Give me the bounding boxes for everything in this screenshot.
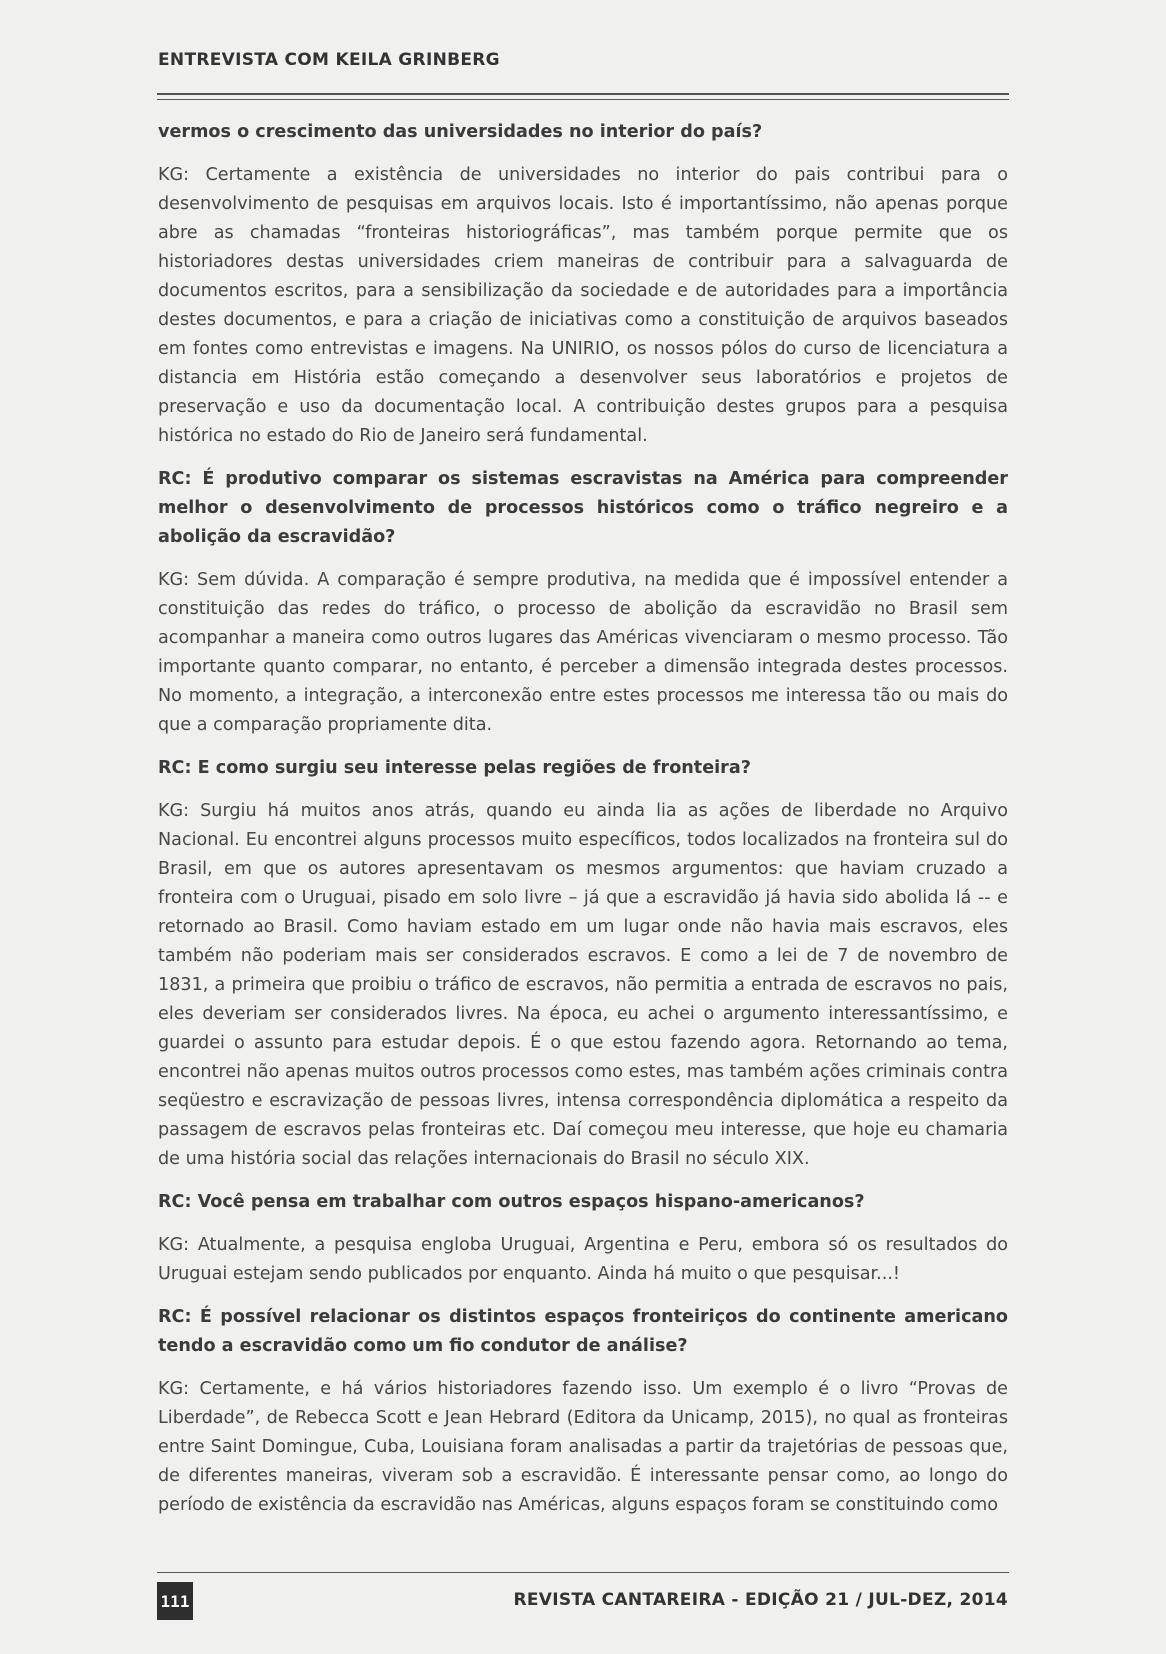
interview-question: RC: É produtivo comparar os sistemas escravistas na América para compreender melhor o desenvolvimento de processos históricos como o tráfico negreiro e a abolição da escravidão? bbox=[158, 469, 1008, 547]
interview-answer: KG: Certamente a existência de universidades no interior do pais contribui para o desenvolvimento de pesquisas em arquivos locais. Isto é importantíssimo, não apenas porque abre as chamadas “fronteiras historiográficas”, mas também porque permite que os historiadores destas universidades criem maneiras de contribuir para a salvaguarda de documentos escritos, para a sensibilização da sociedade e de autoridades para a importância destes documentos, e para a criação de iniciativas como a constituição de arquivos baseados em fontes como entrevistas e imagens. Na UNIRIO, os nossos pólos do curso de licenciatura a distancia em História estão começando a desenvolver seus laboratórios e projetos de preservação e uso da documentação local. A contribuição destes grupos para a pesquisa histórica no estado do Rio de Janeiro será fundamental. bbox=[158, 165, 1008, 446]
interview-question: vermos o crescimento das universidades no interior do país? bbox=[158, 122, 763, 142]
footer-rule bbox=[157, 1572, 1009, 1573]
journal-footer: REVISTA CANTAREIRA - EDIÇÃO 21 / JUL-DEZ, 2014 bbox=[513, 1590, 1008, 1610]
interview-answer: KG: Sem dúvida. A comparação é sempre produtiva, na medida que é impossível entender a constituição das redes do tráfico, o processo de abolição da escravidão no Brasil sem acompanhar a maneira como outros lugares das Américas vivenciaram o mesmo processo. Tão importante quanto comparar, no entanto, é perceber a dimensão integrada destes processos. No momento, a integração, a interconexão entre estes processos me interessa tão ou mais do que a comparação propriamente dita. bbox=[158, 570, 1008, 735]
running-header-title: ENTREVISTA COM KEILA GRINBERG bbox=[158, 50, 500, 70]
interview-question: RC: E como surgiu seu interesse pelas regiões de fronteira? bbox=[158, 758, 751, 778]
header-rule-thick bbox=[157, 93, 1009, 95]
interview-answer: KG: Atualmente, a pesquisa engloba Uruguai, Argentina e Peru, embora só os resultados do Uruguai estejam sendo publicados por enquanto. Ainda há muito o que pesquisar...! bbox=[158, 1235, 1008, 1284]
interview-answer: KG: Certamente, e há vários historiadores fazendo isso. Um exemplo é o livro “Provas de Liberdade”, de Rebecca Scott e Jean Hebrard (Editora da Unicamp, 2015), no qual as fronteiras entre Saint Domingue, Cuba, Louisiana foram analisadas a partir da trajetórias de pessoas que, de diferentes maneiras, viveram sob a escravidão. É interessante pensar como, ao longo do período de existência da escravidão nas Américas, alguns espaços foram se constituindo como bbox=[158, 1379, 1008, 1515]
interview-question: RC: É possível relacionar os distintos espaços fronteiriços do continente americano tendo a escravidão como um fio condutor de análise? bbox=[158, 1307, 1008, 1356]
header-rule-thin bbox=[157, 99, 1009, 100]
interview-body bbox=[158, 118, 1008, 1534]
interview-question: RC: Você pensa em trabalhar com outros espaços hispano-americanos? bbox=[158, 1192, 865, 1212]
page-number-badge: 111 bbox=[157, 1582, 193, 1620]
interview-answer: KG: Surgiu há muitos anos atrás, quando eu ainda lia as ações de liberdade no Arquivo Nacional. Eu encontrei alguns processos muito específicos, todos localizados na fronteira sul do Brasil, em que os autores apresentavam os mesmos argumentos: que haviam cruzado a fronteira com o Uruguai, pisado em solo livre – já que a escravidão já havia sido abolida lá -- e retornado ao Brasil. Como haviam estado em um lugar onde não havia mais escravos, eles também não poderiam mais ser considerados escravos. E como a lei de 7 de novembro de 1831, a primeira que proibiu o tráfico de escravos, não permitia a entrada de escravos no pais, eles deveriam ser considerados livres. Na época, eu achei o argumento interessantíssimo, e guardei o assunto para estudar depois. É o que estou fazendo agora. Retornando ao tema, encontrei não apenas muitos outros processos como estes, mas também ações criminais contra seqüestro e escravização de pessoas livres, intensa correspondência diplomática a respeito da passagem de escravos pelas fronteiras etc. Daí começou meu interesse, que hoje eu chamaria de uma história social das relações internacionais do Brasil no século XIX. bbox=[158, 801, 1008, 1169]
